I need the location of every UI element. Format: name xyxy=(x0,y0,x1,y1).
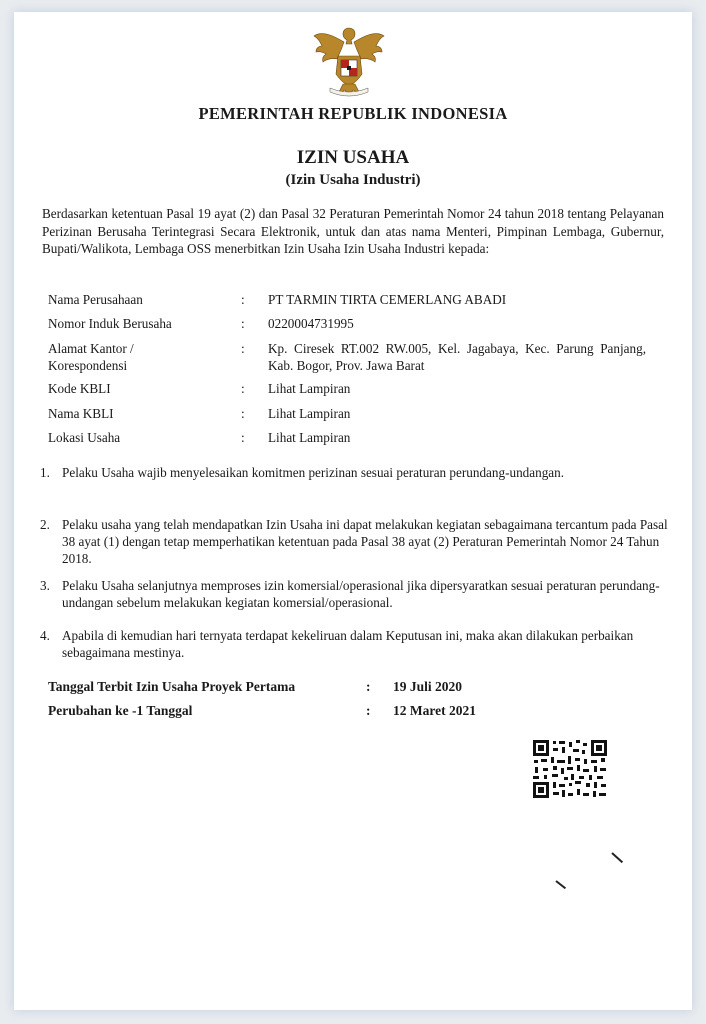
field-value: Lihat Lampiran xyxy=(268,406,351,421)
field-label: Nama Perusahaan xyxy=(48,292,143,307)
note-number: 1. xyxy=(40,465,50,480)
field-separator: : xyxy=(241,341,245,356)
field-value: 0220004731995 xyxy=(268,316,354,331)
qr-code-icon xyxy=(531,738,609,800)
note-number: 2. xyxy=(40,517,50,532)
note-text: Pelaku Usaha wajib menyelesaikan komitmen perizinan sesuai peraturan perundang-undangan. xyxy=(62,465,565,480)
garuda-emblem-icon xyxy=(308,22,390,100)
note-text: Pelaku Usaha selanjutnya memproses izin komersial/operasional jika dipersyaratkan sesuai peraturan perundang-undangan sebelum melakukan kegiatan komersial/operasional. xyxy=(62,578,660,610)
note-number: 3. xyxy=(40,578,50,593)
date-separator: : xyxy=(366,703,371,718)
date-label: Tanggal Terbit Izin Usaha Proyek Pertama xyxy=(48,679,296,694)
field-separator: : xyxy=(241,406,245,421)
date-label: Perubahan ke -1 Tanggal xyxy=(48,703,193,718)
field-label: Nama KBLI xyxy=(48,406,114,421)
field-separator: : xyxy=(241,292,245,307)
field-value: Lihat Lampiran xyxy=(268,430,351,445)
field-separator: : xyxy=(241,430,245,445)
date-value: 19 Juli 2020 xyxy=(393,679,463,694)
document-title: IZIN USAHA xyxy=(296,147,410,168)
field-label: Nomor Induk Berusaha xyxy=(48,316,172,331)
note-text: Pelaku usaha yang telah mendapatkan Izin Usaha ini dapat melakukan kegiatan sebagaimana tercantum pada Pasal 38 ayat (1) dengan tetap memperhatikan ketentuan pada Pasal 38 ayat (2) Peraturan Pemerintah Nomor 24 Tahun 2018. xyxy=(62,517,668,566)
note-text: Apabila di kemudian hari ternyata terdapat kekeliruan dalam Keputusan ini, maka akan dilakukan perbaikan sebagaimana mestinya. xyxy=(62,628,634,660)
date-separator: : xyxy=(366,679,371,694)
date-value: 12 Maret 2021 xyxy=(393,703,476,718)
field-separator: : xyxy=(241,381,245,396)
field-separator: : xyxy=(241,316,245,331)
field-label: Alamat Kantor / Korespondensi xyxy=(48,341,134,373)
intro-paragraph: Berdasarkan ketentuan Pasal 19 ayat (2) dan Pasal 32 Peraturan Pemerintah Nomor 24 tahun 2018 tentang Pelayanan Perizinan Berusaha Terintegrasi Secara Elektronik, untuk dan atas nama Menteri, Pimpinan Lembaga, Gubernur, Bupati/Walikota, Lembaga OSS menerbitkan Izin Usaha Izin Usaha Industri kepada: xyxy=(42,206,664,256)
field-value: PT TARMIN TIRTA CEMERLANG ABADI xyxy=(268,292,507,307)
field-value: Lihat Lampiran xyxy=(268,381,351,396)
government-heading: PEMERINTAH REPUBLIK INDONESIA xyxy=(198,104,508,123)
note-number: 4. xyxy=(40,628,50,643)
field-label: Kode KBLI xyxy=(48,381,111,396)
document-subtitle: (Izin Usaha Industri) xyxy=(285,172,421,188)
field-label: Lokasi Usaha xyxy=(48,430,121,445)
field-value: Kp. Ciresek RT.002 RW.005, Kel. Jagabaya, Kec. Parung Panjang, Kab. Bogor, Prov. Jawa Barat xyxy=(268,341,646,373)
